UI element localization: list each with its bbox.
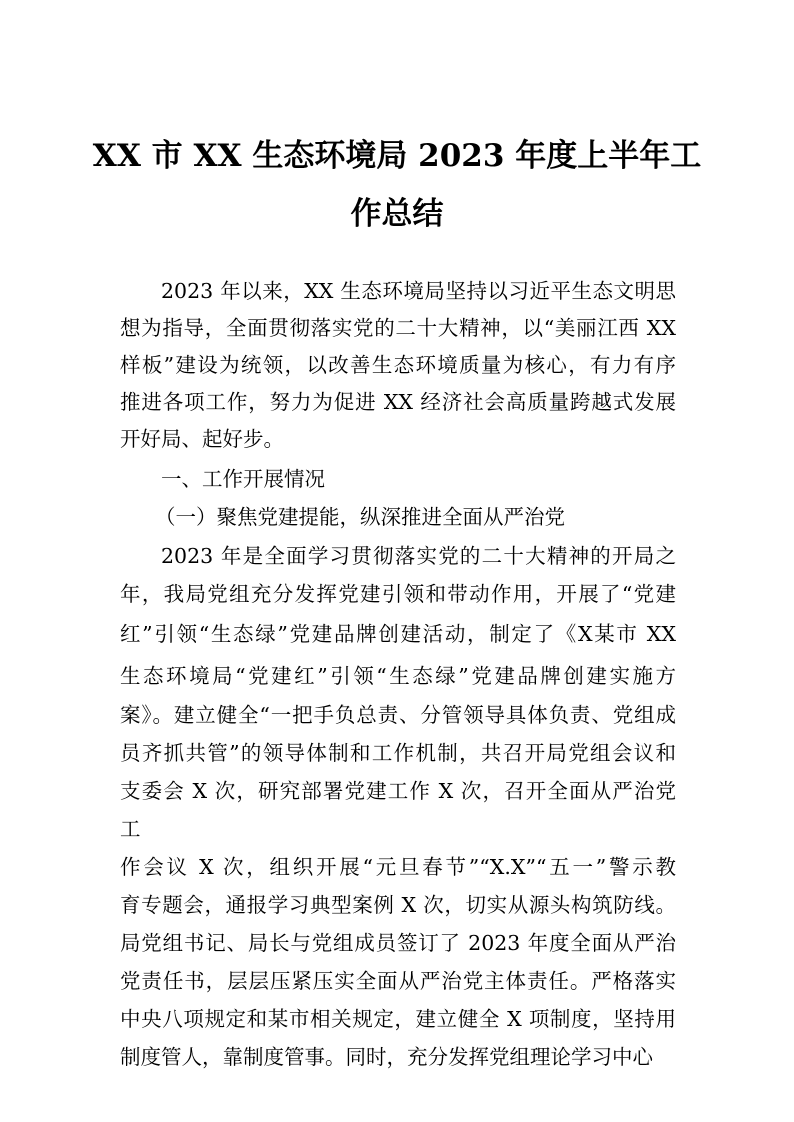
paragraph-line: 局党组书记、局长与党组成员签订了 2023 年度全面从严治 <box>120 931 676 955</box>
paragraph-line: 工 <box>120 817 141 841</box>
paragraph-line: 2023 年以来，XX 生态环境局坚持以习近平生态文明思 <box>161 279 676 303</box>
paragraph-line: 年，我局党组充分发挥党建引领和带动作用，开展了“党建 <box>120 582 676 606</box>
paragraph-line: 开好局、起好步。 <box>120 427 284 451</box>
subsection-heading: （一）聚焦党建提能，纵深推进全面从严治党 <box>155 505 565 529</box>
paragraph-line: 党责任书，层层压紧压实全面从严治党主体责任。严格落实 <box>120 969 676 993</box>
paragraph-line: 制度管人，靠制度管事。同时，充分发挥党组理论学习中心 <box>120 1045 653 1069</box>
paragraph-line: 支委会 X 次，研究部署党建工作 X 次，召开全面从严治党 <box>120 779 676 803</box>
document-title-line-1: XX 市 XX 生态环境局 2023 年度上半年工 <box>92 138 702 174</box>
paragraph-line: 2023 年是全面学习贯彻落实党的二十大精神的开局之 <box>161 544 676 568</box>
paragraph-line: 推进各项工作，努力为促进 XX 经济社会高质量跨越式发展 <box>120 390 676 414</box>
paragraph-line: 中央八项规定和某市相关规定，建立健全 X 项制度，坚持用 <box>120 1007 676 1031</box>
document-title-line-2: 作总结 <box>350 196 444 232</box>
section-heading: 一、工作开展情况 <box>161 467 325 491</box>
paragraph-line: 红”引领“生态绿”党建品牌创建活动，制定了《X某市 XX <box>120 622 676 646</box>
paragraph-line: 生态环境局“党建红”引领“生态绿”党建品牌创建实施方 <box>120 664 676 688</box>
paragraph-line: 育专题会，通报学习典型案例 X 次，切实从源头构筑防线。 <box>120 893 676 917</box>
paragraph-line: 想为指导，全面贯彻落实党的二十大精神，以“美丽江西 XX <box>120 316 676 340</box>
paragraph-line: 样板”建设为统领，以改善生态环境质量为核心，有力有序 <box>120 353 676 377</box>
paragraph-line: 员齐抓共管”的领导体制和工作机制，共召开局党组会议和 <box>120 741 676 765</box>
paragraph-line: 作会议 X 次，组织开展“元旦春节”“X.X”“五一”警示教 <box>120 855 676 879</box>
paragraph-line: 案》。建立健全“一把手负总责、分管领导具体负责、党组成 <box>120 703 676 727</box>
